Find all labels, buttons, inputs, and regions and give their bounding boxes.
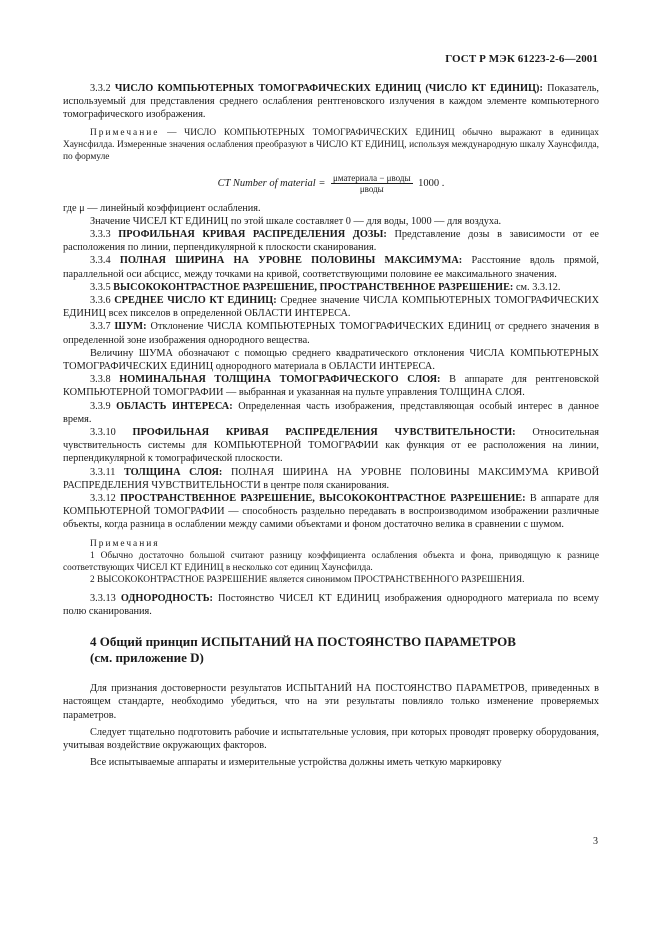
clause-3-3-10: 3.3.10 ПРОФИЛЬНАЯ КРИВАЯ РАСПРЕДЕЛЕНИЯ ЧУВСТВИТЕЛЬНОСТИ: Относительная чувствительность системы для КОМПЬЮТЕРНОЙ ТОМОГРАФИИ как функция от ее расположения на линии, перпендикулярной к томографической плоскости. (63, 427, 600, 465)
noise-definition: Величину ШУМА обозначают с помощью среднего квадратического отклонения ЧИСЛА КОМПЬЮТЕРНЫХ ТОМОГРАФИЧЕСКИХ ЕДИНИЦ однородного материала в ОБЛАСТИ ИНТЕРЕСА. (63, 347, 599, 373)
formula-denominator: μводы (359, 183, 384, 194)
clause-3-3-4: 3.3.4 ПОЛНАЯ ШИРИНА НА УРОВНЕ ПОЛОВИНЫ МАКСИМУМА: Расстояние вдоль прямой, параллельной оси абсцисс, между точками на кривой, соответствующими половине ее максимального значения. (63, 255, 599, 280)
paragraph-1: Для признания достоверности результатов ИСПЫТАНИЙ НА ПОСТОЯНСТВО ПАРАМЕТРОВ, приведенных в настоящем стандарте, необходимо убедиться, что на эти результаты повлияло только изменение проверяемых параметров. (63, 683, 599, 721)
note-1: 1 Обычно достаточно большой считают разницу коэффициента ослабления объекта и фона, приводящую к разнице соответствующих ЧИСЕЛ КТ ЕДИНИЦ в несколько сот единиц Хаунсфилда. (63, 550, 599, 573)
clause-3-3-11: 3.3.11 ТОЛЩИНА СЛОЯ: ПОЛНАЯ ШИРИНА НА УРОВНЕ ПОЛОВИНЫ МАКСИМУМА КРИВОЙ РАСПРЕДЕЛЕНИЯ ЧУВСТВИТЕЛЬНОСТИ в центре поля сканирования. (63, 466, 600, 491)
notes-label: Примечания (90, 538, 160, 549)
clause-3-3-2: 3.3.2 ЧИСЛО КОМПЬЮТЕРНЫХ ТОМОГРАФИЧЕСКИХ ЕДИНИЦ (ЧИСЛО КТ ЕДИНИЦ): Показатель, используемый для представления среднего ослабления рентгеновского излучения в каждом элементе компьютерного томографического изображения. (63, 83, 599, 121)
clause-3-3-8: 3.3.8 НОМИНАЛЬНАЯ ТОЛЩИНА ТОМОГРАФИЧЕСКОГО СЛОЯ: В аппарате для рентгеновской КОМПЬЮТЕРНОЙ ТОМОГРАФИИ — выбранная и указанная на пульте управления ТОЛЩИНА СЛОЯ. (63, 374, 600, 399)
section-4-heading: 4 Общий принцип ИСПЫТАНИЙ НА ПОСТОЯНСТВО ПАРАМЕТРОВ (90, 634, 516, 650)
clause-3-3-5: 3.3.5 ВЫСОКОКОНТРАСТНОЕ РАЗРЕШЕНИЕ, ПРОСТРАНСТВЕННОЕ РАЗРЕШЕНИЕ: см. 3.3.12. (90, 281, 561, 293)
formula-numerator: μматериала − μводы (333, 172, 411, 183)
paragraph-2: Следует тщательно подготовить рабочие и испытательные условия, при которых проводят проверку оборудования, учитывая воздействие окружающих факторов. (63, 726, 599, 751)
ct-number-formula: CT Number of material = $\frac{\text{μматериала − μводы}}{\text{μводы}}$ 1000 . (217, 172, 445, 194)
clause-3-3-9: 3.3.9 ОБЛАСТЬ ИНТЕРЕСА: Определенная часть изображения, представляющая особый интерес в данное время. (63, 400, 599, 425)
clause-3-3-3: 3.3.3 ПРОФИЛЬНАЯ КРИВАЯ РАСПРЕДЕЛЕНИЯ ДОЗЫ: Представление дозы в зависимости от ее расположения по линии, перпендикулярной к плоскости сканирования. (63, 229, 600, 254)
document-header: ГОСТ Р МЭК 61223-2-6—2001 (445, 53, 598, 65)
note-3-3-2: Примечание — ЧИСЛО КОМПЬЮТЕРНЫХ ТОМОГРАФИЧЕСКИХ ЕДИНИЦ обычно выражают в единицах Хаунсфилда. Измеренные значения ослабления преобразуют в ЧИСЛО КТ ЕДИНИЦ, используя международную шкалу Хаунсфилда, по формуле (63, 127, 599, 162)
scale-values: Значение ЧИСЕЛ КТ ЕДИНИЦ по этой шкале составляет 0 — для воды, 1000 — для воздуха. (90, 215, 502, 227)
clause-3-3-12: 3.3.12 ПРОСТРАНСТВЕННОЕ РАЗРЕШЕНИЕ, ВЫСОКОКОНТРАСТНОЕ РАЗРЕШЕНИЕ: В аппарате для КОМПЬЮТЕРНОЙ ТОМОГРАФИИ — способность раздельно передавать в воспроизводимом изображении различные объекты, когда разница в ослаблении между самими объектами и фоном достаточно велика в сравнении с шумом. (63, 493, 600, 531)
page-number: 3 (593, 836, 598, 847)
clause-3-3-6: 3.3.6 СРЕДНЕЕ ЧИСЛО КТ ЕДИНИЦ: Среднее значение ЧИСЛА КОМПЬЮТЕРНЫХ ТОМОГРАФИЧЕСКИХ ЕДИНИЦ всех пикселов в определенной ОБЛАСТИ ИНТЕРЕСА. (63, 295, 600, 320)
clause-3-3-7: 3.3.7 ШУМ: Отклонение ЧИСЛА КОМПЬЮТЕРНЫХ ТОМОГРАФИЧЕСКИХ ЕДИНИЦ от среднего значения в определенной зоне изображения однородного вещества. (63, 321, 599, 346)
page-body (63, 0, 599, 769)
clause-3-3-13: 3.3.13 ОДНОРОДНОСТЬ: Постоянство ЧИСЕЛ КТ ЕДИНИЦ изображения однородного материала по всему полю сканирования. (63, 592, 600, 617)
paragraph-3: Все испытываемые аппараты и измерительные устройства должны иметь четкую маркировку (90, 757, 502, 769)
note-2: 2 ВЫСОКОКОНТРАСТНОЕ РАЗРЕШЕНИЕ является синонимом ПРОСТРАНСТВЕННОГО РАЗРЕШЕНИЯ. (90, 574, 525, 585)
term: ЧИСЛО КОМПЬЮТЕРНЫХ ТОМОГРАФИЧЕСКИХ ЕДИНИЦ (ЧИСЛО КТ ЕДИНИЦ): (114, 83, 543, 94)
formula-legend: где μ — линейный коэффициент ослабления. (63, 202, 261, 214)
section-4-subheading: (см. приложение D) (90, 650, 204, 666)
note-label: Примечание (90, 127, 160, 138)
